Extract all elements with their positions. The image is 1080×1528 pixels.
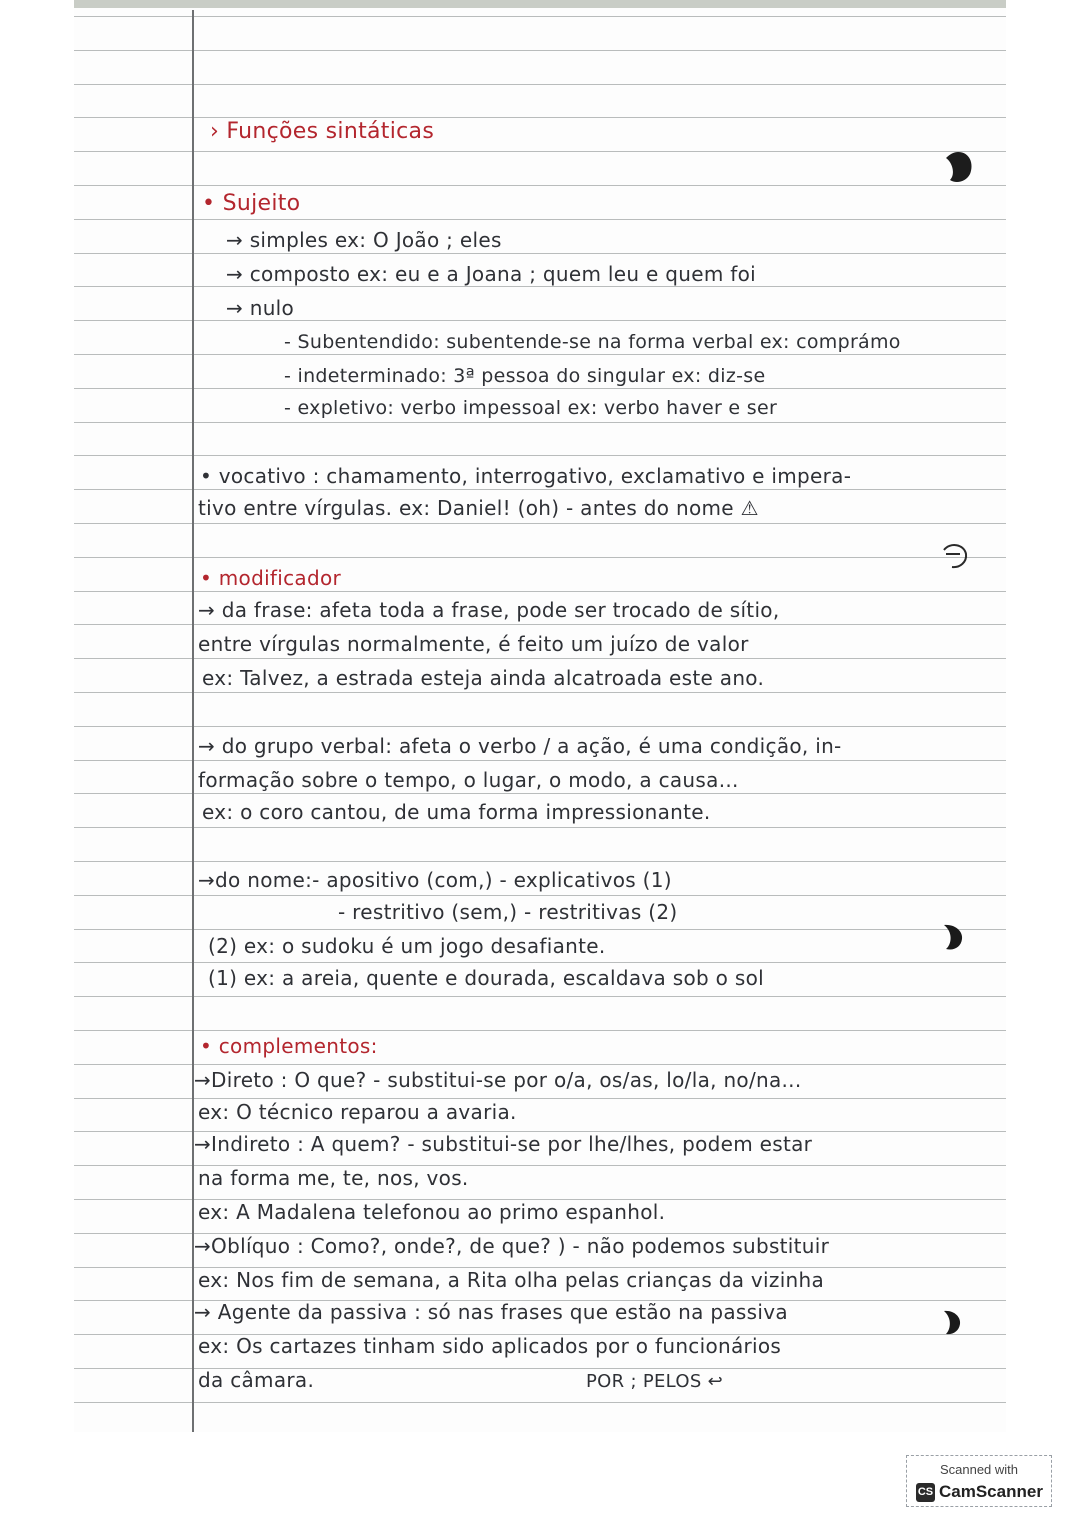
ruled-line: [74, 557, 1006, 558]
scan-top-edge: [74, 0, 1006, 8]
ruled-line: [74, 388, 1006, 389]
sujeito-indeterminado: - indeterminado: 3ª pessoa do singular ex: diz-se: [284, 365, 766, 387]
camscanner-badge: [906, 1455, 1052, 1507]
ruled-line: [74, 624, 1006, 625]
modificador-verbal-2: formação sobre o tempo, o lugar, o modo, a causa...: [198, 768, 739, 792]
ruled-line: [74, 1098, 1006, 1099]
page-title: › Funções sintáticas: [210, 119, 435, 144]
modificador-frase-1: → da frase: afeta toda a frase, pode ser trocado de sítio,: [198, 598, 780, 622]
ruled-line: [74, 929, 1006, 930]
modificador-verbal-1: → do grupo verbal: afeta o verbo / a ação, é uma condição, in-: [198, 734, 842, 758]
ruled-line: [74, 1402, 1006, 1403]
ruled-line: [74, 219, 1006, 220]
ruled-line: [74, 726, 1006, 727]
camscanner-logo-icon: CS: [916, 1483, 935, 1502]
section-complementos-heading: • complementos:: [200, 1034, 378, 1058]
ruled-line: [74, 591, 1006, 592]
ruled-line: [74, 253, 1006, 254]
complemento-agente-note: POR ; PELOS ↩: [586, 1371, 723, 1392]
ruled-line: [74, 16, 1006, 17]
sujeito-simples: → simples ex: O João ; eles: [226, 228, 502, 252]
complemento-direto-example: ex: O técnico reparou a avaria.: [198, 1100, 517, 1124]
punch-hole-icon: [940, 540, 970, 570]
ruled-line: [74, 422, 1006, 423]
ruled-line: [74, 50, 1006, 51]
ruled-line: [74, 455, 1006, 456]
section-sujeito-heading: • Sujeito: [202, 191, 301, 216]
section-modificador-heading: • modificador: [200, 566, 342, 590]
ruled-line: [74, 489, 1006, 490]
sujeito-nulo: → nulo: [226, 296, 295, 320]
ruled-line: [74, 692, 1006, 693]
ruled-line: [74, 996, 1006, 997]
complemento-indireto-2: na forma me, te, nos, vos.: [198, 1166, 469, 1190]
ruled-line: [74, 523, 1006, 524]
sujeito-subentendido: - Subentendido: subentende-se na forma verbal ex: comprámo: [284, 331, 901, 353]
notebook-page: [74, 0, 1006, 1432]
sujeito-composto: → composto ex: eu e a Joana ; quem leu e quem foi: [226, 262, 757, 286]
complemento-indireto-1: →Indireto : A quem? - substitui-se por lhe/lhes, podem estar: [194, 1132, 813, 1156]
modificador-nome-example-2: (2) ex: o sudoku é um jogo desafiante.: [208, 934, 606, 958]
ruled-line: [74, 117, 1006, 118]
ruled-line: [74, 354, 1006, 355]
scanned-with-label: Scanned with: [939, 1462, 1019, 1477]
modificador-nome-1: →do nome:- apositivo (com,) - explicativos (1): [198, 868, 672, 892]
ruled-line: [74, 151, 1006, 152]
camscanner-brand: CamScanner: [939, 1482, 1043, 1501]
ruled-line: [74, 1030, 1006, 1031]
sujeito-expletivo: - expletivo: verbo impessoal ex: verbo haver e ser: [284, 397, 778, 419]
margin-line: [192, 10, 194, 1432]
punch-hole-icon: [936, 1308, 964, 1338]
complemento-obliquo-example: ex: Nos fim de semana, a Rita olha pelas crianças da vizinha: [198, 1268, 825, 1292]
ruled-line: [74, 827, 1006, 828]
ruled-line: [74, 861, 1006, 862]
vocativo-line-2: tivo entre vírgulas. ex: Daniel! (oh) - antes do nome ⚠: [198, 496, 759, 520]
ruled-line: [74, 962, 1006, 963]
ruled-line: [74, 658, 1006, 659]
modificador-frase-2: entre vírgulas normalmente, é feito um juízo de valor: [198, 632, 749, 656]
complemento-agente-example-2: da câmara.: [198, 1368, 315, 1392]
complemento-agente-example-1: ex: Os cartazes tinham sido aplicados por o funcionários: [198, 1334, 782, 1358]
ruled-line: [74, 1064, 1006, 1065]
modificador-nome-2: - restritivo (sem,) - restritivas (2): [338, 900, 678, 924]
complemento-agente-passiva: → Agente da passiva : só nas frases que estão na passiva: [194, 1300, 788, 1324]
ruled-line: [74, 320, 1006, 321]
modificador-frase-example: ex: Talvez, a estrada esteja ainda alcatroada este ano.: [202, 666, 765, 690]
ruled-line: [74, 84, 1006, 85]
ruled-line: [74, 793, 1006, 794]
complemento-direto: →Direto : O que? - substitui-se por o/a, os/as, lo/la, no/na...: [194, 1068, 802, 1092]
vocativo-line-1: • vocativo : chamamento, interrogativo, exclamativo e impera-: [200, 464, 852, 488]
ruled-line: [74, 760, 1006, 761]
modificador-verbal-example: ex: o coro cantou, de uma forma impressionante.: [202, 800, 711, 824]
punch-hole-icon: [942, 150, 976, 186]
ruled-line: [74, 895, 1006, 896]
ruled-line: [74, 185, 1006, 186]
complemento-indireto-example: ex: A Madalena telefonou ao primo espanhol.: [198, 1200, 666, 1224]
complemento-obliquo: →Oblíquo : Como?, onde?, de que? ) - não podemos substituir: [194, 1234, 830, 1258]
ruled-line: [74, 286, 1006, 287]
punch-hole-icon: [936, 922, 966, 952]
modificador-nome-example-1: (1) ex: a areia, quente e dourada, escaldava sob o sol: [208, 966, 764, 990]
